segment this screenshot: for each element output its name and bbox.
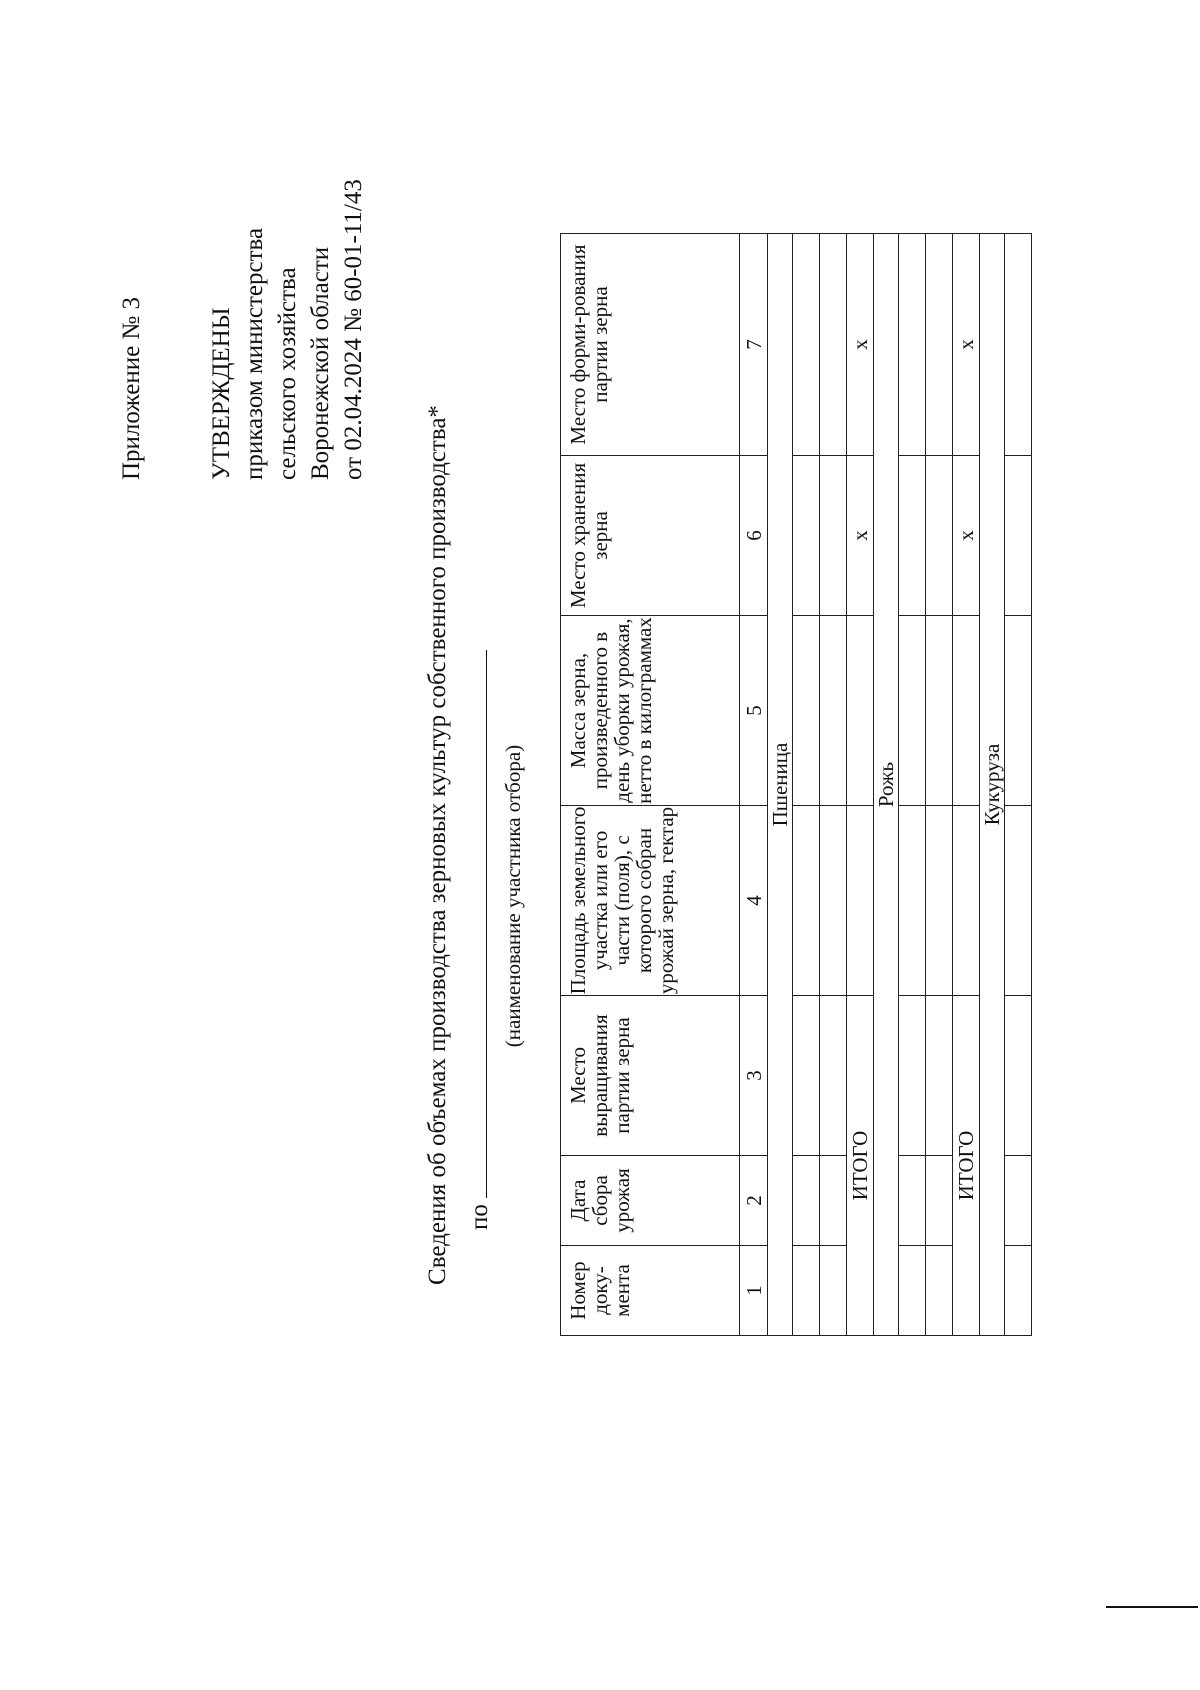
table-cell[interactable] (793, 996, 820, 1156)
section-row (980, 234, 1005, 1336)
table-cell[interactable] (793, 616, 820, 806)
table-cell[interactable] (847, 806, 874, 996)
table-cell[interactable] (820, 1156, 847, 1246)
table-cell[interactable] (1005, 806, 1032, 996)
header-row (561, 234, 740, 1336)
table-row (1005, 234, 1032, 1336)
column-number-row (740, 234, 768, 1336)
table-cell[interactable] (899, 234, 926, 456)
table-cell[interactable] (926, 1246, 953, 1336)
table-row (926, 234, 953, 1336)
total-mark: х (953, 456, 980, 616)
header-cell: Место выращивания партии зерна (561, 996, 740, 1156)
table-cell[interactable] (793, 456, 820, 616)
table-cell[interactable] (926, 996, 953, 1156)
column-number: 7 (740, 234, 768, 456)
table-cell[interactable] (793, 1246, 820, 1336)
table-cell[interactable] (820, 456, 847, 616)
table-cell[interactable] (953, 616, 980, 806)
table-cell[interactable] (899, 806, 926, 996)
total-mark: х (847, 234, 874, 456)
section-row (768, 234, 793, 1336)
approval-block (205, 179, 370, 480)
table-cell[interactable] (820, 996, 847, 1156)
approval-line: от 02.04.2024 № 60-01-11/43 (340, 179, 367, 480)
column-number: 3 (740, 996, 768, 1156)
table-cell[interactable] (926, 234, 953, 456)
header-cell: Масса зерна, произведенного в день уборки урожая, нетто в килограммах (561, 616, 740, 806)
table-cell[interactable] (1005, 456, 1032, 616)
table-cell[interactable] (926, 806, 953, 996)
column-number: 5 (740, 616, 768, 806)
table-cell[interactable] (899, 456, 926, 616)
section-title: Кукуруза (980, 234, 1005, 1336)
table-cell[interactable] (899, 1246, 926, 1336)
participant-blank (466, 650, 487, 1198)
table-cell[interactable] (820, 1246, 847, 1336)
total-mark: х (847, 456, 874, 616)
table-row (899, 234, 926, 1336)
table-cell[interactable] (899, 1156, 926, 1246)
po-label: по (466, 1204, 493, 1230)
appendix-number: Приложение № 3 (118, 296, 145, 480)
table-cell[interactable] (847, 616, 874, 806)
table-cell[interactable] (899, 996, 926, 1156)
column-number: 2 (740, 1156, 768, 1246)
table-cell[interactable] (793, 806, 820, 996)
table-cell[interactable] (1005, 1156, 1032, 1246)
table-cell[interactable] (926, 1156, 953, 1246)
approval-line: Воронежской области (307, 246, 334, 480)
table-cell[interactable] (820, 806, 847, 996)
header-cell: Место хранения зерна (561, 456, 740, 616)
participant-caption: (наименование участника отбора) (501, 744, 525, 1048)
table-cell[interactable] (899, 616, 926, 806)
table-cell[interactable] (1005, 996, 1032, 1156)
total-label: ИТОГО (953, 996, 980, 1336)
approval-line: УТВЕРЖДЕНЫ (208, 307, 235, 480)
approval-line: приказом министерства (241, 227, 268, 480)
document-title: Сведения об объемах производства зерновых культур собственного производства* (424, 405, 451, 1285)
total-label: ИТОГО (847, 996, 874, 1336)
table-row (793, 234, 820, 1336)
table-cell[interactable] (820, 234, 847, 456)
table-cell[interactable] (1005, 616, 1032, 806)
section-row (874, 234, 899, 1336)
column-number: 1 (740, 1246, 768, 1336)
column-number: 6 (740, 456, 768, 616)
table-cell[interactable] (926, 456, 953, 616)
table-cell[interactable] (793, 1156, 820, 1246)
table-row (820, 234, 847, 1336)
header-cell: Место форми-рования партии зерна (561, 234, 740, 456)
table-cell[interactable] (820, 616, 847, 806)
grain-production-table (560, 233, 1032, 1336)
participant-line (466, 650, 494, 1230)
header-cell: Дата сбора урожая (561, 1156, 740, 1246)
section-title: Пшеница (768, 234, 793, 1336)
table-cell[interactable] (953, 806, 980, 996)
table-cell[interactable] (793, 234, 820, 456)
total-row (847, 234, 874, 1336)
header-cell: Номер доку-мента (561, 1246, 740, 1336)
footnote-separator (1106, 1606, 1198, 1608)
approval-line: сельского хозяйства (274, 267, 301, 480)
table-cell[interactable] (1005, 234, 1032, 456)
total-mark: х (953, 234, 980, 456)
table-cell[interactable] (1005, 1246, 1032, 1336)
table-cell[interactable] (926, 616, 953, 806)
section-title: Рожь (874, 234, 899, 1336)
column-number: 4 (740, 806, 768, 996)
header-cell: Площадь земельного участка или его части (поля), с которого собран урожай зерна, гектар (561, 806, 740, 996)
total-row (953, 234, 980, 1336)
